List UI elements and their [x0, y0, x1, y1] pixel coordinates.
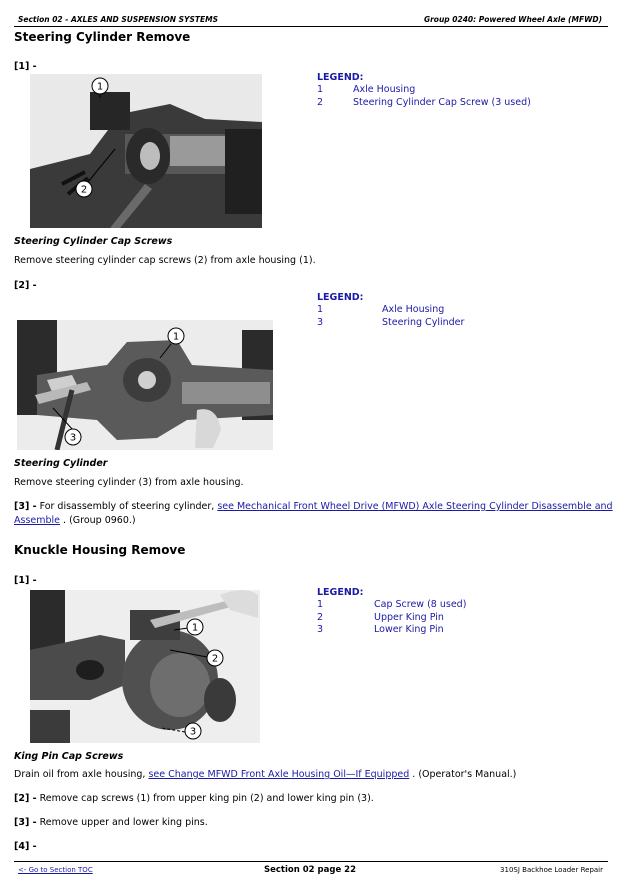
svg-text:2: 2	[80, 184, 88, 196]
page-number: Section 02 page 22	[264, 865, 356, 875]
header-section-title: Section 02 - AXLES AND SUSPENSION SYSTEMS	[18, 15, 218, 24]
change-front-axle-oil-link[interactable]: see Change MFWD Front Axle Housing Oil—If Equipped	[148, 769, 410, 780]
step-1-text: Remove steering cylinder cap screws (2) from axle housing (1).	[14, 255, 316, 266]
section-toc-link[interactable]: <- Go to Section TOC	[18, 866, 93, 874]
knuckle-housing-remove-heading: Knuckle Housing Remove	[14, 543, 186, 557]
header-rule	[14, 26, 608, 27]
callout-1	[91, 77, 109, 95]
header-group-title: Group 0240: Powered Wheel Axle (MFWD)	[423, 15, 602, 24]
steering-cylinder-disassemble-link[interactable]: see Mechanical Front Wheel Drive (MFWD) Axle Steering Cylinder Disassemble and	[217, 501, 613, 512]
callout-2	[75, 180, 93, 198]
legend-title: LEGEND:	[317, 292, 364, 303]
callout-3	[64, 428, 82, 446]
knuckle-step-4-label: [4] -	[14, 841, 37, 852]
knuckle-step-1-text: Drain oil from axle housing, see Change MFWD Front Axle Housing Oil—If Equipped . (Operator's Manual.)	[14, 769, 517, 780]
svg-text:1: 1	[96, 81, 104, 93]
svg-text:1: 1	[191, 622, 199, 634]
knuckle-step-3-text: [3] - Remove upper and lower king pins.	[14, 817, 208, 828]
callout-1	[167, 327, 185, 345]
callout-2	[206, 649, 224, 667]
step-1-label: [1] -	[14, 575, 37, 586]
manual-title: 310SJ Backhoe Loader Repair	[500, 866, 603, 874]
step-2-text: Remove steering cylinder (3) from axle housing.	[14, 477, 244, 488]
king-pin-cap-screws-photo	[30, 590, 260, 743]
legend-step-1	[317, 72, 531, 109]
legend-item: 1 Axle Housing	[317, 304, 445, 315]
legend-title: LEGEND:	[317, 72, 364, 83]
svg-text:2: 2	[211, 653, 219, 665]
legend-step-2	[317, 292, 464, 329]
svg-text:3: 3	[69, 432, 77, 444]
knuckle-step-2-text: [2] - Remove cap screws (1) from upper king pin (2) and lower king pin (3).	[14, 793, 374, 804]
step-3-text: [3] - For disassembly of steering cylinder, see Mechanical Front Wheel Drive (MFWD) Axle Steering Cylinder Disassemble and Assemble . (Group 0960.)	[14, 501, 613, 526]
legend-knuckle-step-1	[317, 587, 466, 637]
step-2-label: [2] -	[14, 280, 37, 291]
legend-item: 1 Cap Screw (8 used)	[317, 599, 467, 610]
axle-cap-screws-photo	[30, 74, 262, 228]
callout-1	[186, 618, 204, 636]
callout-3	[184, 722, 202, 740]
steering-cylinder-disassemble-link-cont[interactable]: Assemble	[14, 515, 61, 526]
legend-item: 3 Lower King Pin	[317, 624, 444, 635]
legend-title: LEGEND:	[317, 587, 364, 598]
step-1-label: [1] -	[14, 61, 37, 72]
steering-cylinder-photo	[17, 320, 273, 450]
legend-item: 2 Upper King Pin	[317, 611, 444, 623]
legend-item: 2 Steering Cylinder Cap Screw (3 used)	[317, 96, 531, 108]
svg-text:3: 3	[189, 726, 197, 738]
legend-item: 1 Axle Housing	[317, 84, 416, 95]
footer-rule	[14, 861, 608, 862]
steering-cylinder-remove-heading: Steering Cylinder Remove	[14, 30, 191, 44]
legend-item: 3 Steering Cylinder	[317, 316, 465, 328]
caption-king-pin-cap-screws: King Pin Cap Screws	[14, 751, 124, 762]
caption-steering-cylinder: Steering Cylinder	[14, 458, 108, 469]
svg-text:1: 1	[172, 331, 180, 343]
caption-steering-cylinder-cap-screws: Steering Cylinder Cap Screws	[14, 236, 173, 247]
